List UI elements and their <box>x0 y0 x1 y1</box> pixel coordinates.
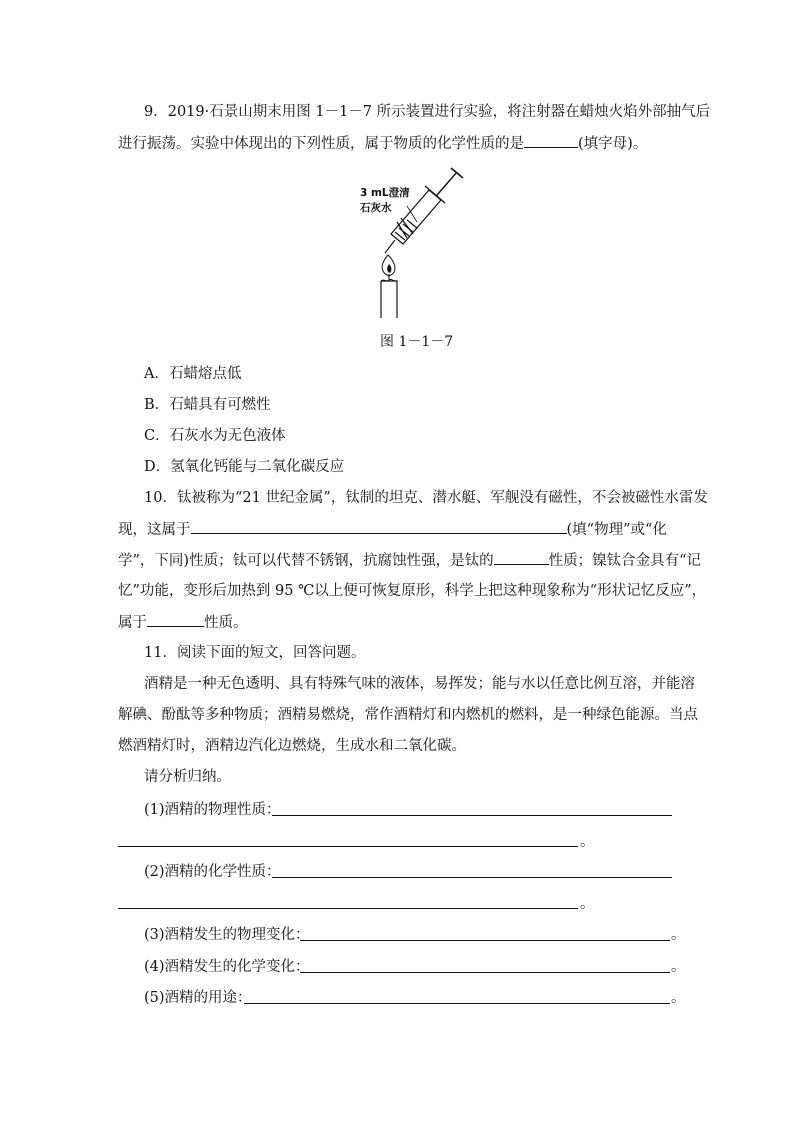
q11-sub-5-answer-line[interactable] <box>244 1003 670 1004</box>
q11-sub-3-end-mark: 。 <box>671 927 686 943</box>
q10-line-5-tail: 性质。 <box>204 615 248 631</box>
q10-line-1: 10．钛被称为“21 世纪金属”，钛制的坦克、潜水艇、军舰没有磁性，不会被磁性水雷发 <box>144 490 708 506</box>
q11-sub-5-label: (5)酒精的用途： <box>144 990 252 1006</box>
q10-answer-blank-1[interactable] <box>191 519 567 534</box>
q11-instruction: 请分析归纳。 <box>144 769 231 785</box>
q11-sub-4-answer-line[interactable] <box>300 972 670 973</box>
q11-title: 11．阅读下面的短文，回答问题。 <box>144 645 366 661</box>
q11-sub-4-end-mark: 。 <box>671 959 686 975</box>
q11-sub-3-answer-line[interactable] <box>300 940 670 941</box>
q11-passage-line-1: 酒精是一种无色透明、具有特殊气味的液体，易挥发；能与水以任意比例互溶，并能溶 <box>144 676 695 692</box>
q9-answer-blank[interactable] <box>524 133 578 148</box>
q11-sub-1-label: (1)酒精的物理性质： <box>144 802 281 818</box>
q9-figure <box>345 160 475 325</box>
q9-option-c[interactable]: C．石灰水为无色液体 <box>144 428 286 444</box>
q11-passage-line-2: 解碘、酚酞等多种物质；酒精易燃烧，常作酒精灯和内燃机的燃料，是一种绿色能源。当点 <box>118 707 698 723</box>
q11-sub-3-label: (3)酒精发生的物理变化： <box>144 927 310 943</box>
q10-line-5 <box>118 612 518 633</box>
q11-sub-2-answer-line-1[interactable] <box>272 877 672 878</box>
q10-line-3-tail: 性质；镍钛合金具有“记 <box>548 553 701 569</box>
q11-sub-1-answer-line-1[interactable] <box>272 815 672 816</box>
q10-line-3 <box>118 550 784 571</box>
q9-line-2-text: 进行振荡。实验中体现出的下列性质，属于物质的化学性质的是 <box>118 136 524 152</box>
q11-sub-4-label: (4)酒精发生的化学变化： <box>144 959 310 975</box>
q9-line-1: 9．2019·石景山期末用图 1－1－7 所示装置进行实验，将注射器在蜡烛火焰外部抽气后 <box>144 104 711 120</box>
q10-answer-blank-3[interactable] <box>147 612 204 627</box>
q10-line-2 <box>118 519 784 540</box>
syringe-candle-illustration <box>345 160 475 325</box>
figure-label-line-1: 3 mL澄清 <box>360 187 410 199</box>
q11-sub-2-label: (2)酒精的化学性质： <box>144 864 281 880</box>
q11-sub-5-end-mark: 。 <box>671 990 686 1006</box>
syringe-barrel <box>391 190 441 244</box>
q10-line-3-text: 学”，下同)性质；钛可以代替不锈钢，抗腐蚀性强，是钛的 <box>118 553 494 569</box>
q11-sub-2-answer-line-2[interactable] <box>118 908 578 909</box>
q11-sub-1-answer-line-2[interactable] <box>118 846 578 847</box>
q11-sub-2-end-mark: 。 <box>580 896 595 912</box>
candle <box>381 281 397 318</box>
q11-sub-1-end-mark: 。 <box>580 834 595 850</box>
q9-option-b[interactable]: B．石蜡具有可燃性 <box>144 397 271 413</box>
q10-answer-blank-2[interactable] <box>494 550 549 565</box>
q9-line-2-tail: (填字母)。 <box>578 136 648 152</box>
q11-passage-line-3: 燃酒精灯时，酒精边汽化边燃烧，生成水和二氧化碳。 <box>118 738 466 754</box>
q9-line-2 <box>118 133 778 154</box>
figure-label-line-2: 石灰水 <box>360 202 392 214</box>
syringe-needle <box>385 240 395 253</box>
figure-caption: 图 1－1－7 <box>380 334 454 350</box>
q9-option-a[interactable]: A．石蜡熔点低 <box>144 366 242 382</box>
q10-line-5-text: 属于 <box>118 615 147 631</box>
q10-line-2-text: 现，这属于 <box>118 522 191 538</box>
q9-option-d[interactable]: D．氢氧化钙能与二氧化碳反应 <box>144 459 345 475</box>
q10-line-2-tail: (填“物理”或“化 <box>566 522 667 538</box>
q10-line-4: 忆”功能，变形后加热到 95 ℃以上便可恢复原形，科学上把这种现象称为“形状记忆反应”， <box>118 583 707 599</box>
